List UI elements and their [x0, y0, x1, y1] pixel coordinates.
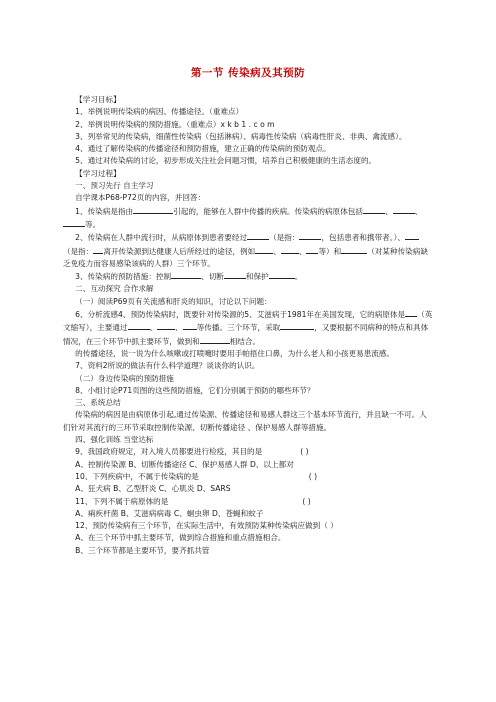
fill-blank[interactable] — [157, 321, 175, 330]
fill-blank[interactable] — [171, 270, 201, 279]
question-3: 3、传染病的预防措施：控制 、切断 和保护 。 — [75, 272, 303, 282]
page-title: 第一节 传染病及其预防 — [190, 67, 306, 79]
fill-blank[interactable] — [405, 231, 419, 240]
fill-blank[interactable] — [63, 218, 85, 227]
question-8: 8、小组讨论P71页图的这些预防措施，它们分别属于预防的哪些环节？ — [75, 385, 315, 395]
fill-blank[interactable] — [93, 245, 103, 254]
question-10: 10、下列疾病中，不属于传染病的是 ( ) — [75, 471, 318, 481]
fill-blank[interactable] — [393, 205, 415, 214]
fill-blank[interactable] — [224, 270, 246, 279]
fill-blank[interactable] — [200, 335, 230, 344]
subsection-heading: 一、预习先行 自主学习 — [75, 181, 154, 191]
fill-blank[interactable] — [128, 321, 150, 330]
paragraph-text: 的传播途径，说一说为什么咳嗽或打喷嚏时要用手帕捂住口鼻，为什么老人和小孩更易患流感。 — [75, 348, 395, 358]
answer-paren[interactable]: ( ) — [308, 471, 318, 481]
subsection-heading: （一）阅读P69页有关流感和肝炎的知识，讨论以下问题： — [75, 296, 272, 306]
fill-blank[interactable] — [299, 231, 321, 240]
goal-item: 5、通过对传染病的讨论，初步形成关注社会问题习惯，培养自己积极健康的生活态度的。 — [75, 156, 377, 166]
fill-blank[interactable] — [281, 245, 299, 254]
question-options: A、控制传染源 B、切断传播途径 C、保护易感人群 D、以上都对 — [75, 459, 294, 469]
fill-blank[interactable] — [280, 321, 314, 330]
fill-blank[interactable] — [341, 245, 367, 254]
subsection-heading: 三、系统总结 — [75, 398, 121, 408]
question-6: 6、分析流感4、预防传染病时，既要针对传染源的5、艾滋病于1981年在美国发现，它的病原体是 （英文缩写），主要通过 、 、 等传播。三个环节，采取 ，又要根据不同病种的特点和具体情况，在三个环节中抓主要环节，做到和 相结合。 — [63, 310, 433, 346]
answer-paren[interactable]: ( ) — [302, 496, 311, 506]
question-12: 12、预防传染病有三个环节，在实际生活中，有效预防某种传染病应做到（ ） — [75, 521, 338, 531]
fill-blank[interactable] — [247, 231, 269, 240]
question-option: A、在三个环节中抓主要环节，做到综合措施和重点措施相合。 — [75, 533, 286, 543]
summary-text: 传染病的病因是由病原体引起,通过传染源、传播途径和易感人群这三个基本环节流行，并且缺一不可。人们针对其流行的三环节采取控制传染源、切断传播途径 、保护易感人群等措施。 — [63, 410, 427, 432]
subsection-heading: 四、强化训练 当堂达标 — [75, 435, 154, 445]
goal-item: 1、举例说明传染病的病因、传播途径。（重难点） — [75, 107, 244, 117]
question-option: B、三个环节都是主要环节，要齐抓共管 — [75, 545, 210, 555]
question-7: 7、资料2所说的做法有什么科学道理？谈谈你的认识。 — [75, 361, 260, 371]
fill-blank[interactable] — [255, 245, 273, 254]
fill-blank[interactable] — [363, 205, 385, 214]
section-heading-process: 【学习过程】 — [75, 168, 121, 178]
question-options: A、狂犬病 B、乙型肝炎 C、心肌炎 D、SARS — [75, 484, 231, 494]
fill-blank[interactable] — [306, 245, 318, 254]
question-11: 11、下列不属于病原体的是 ( ) — [75, 496, 311, 506]
goal-item: 4、通过了解传染病的传播途径和预防措施，建立正确的传染病的预防观点。 — [75, 144, 331, 154]
question-9: 9、我国政府规定，对入境人员都要进行检疫，其目的是 ( ) — [75, 447, 309, 457]
goal-item: 2、举例说明传染病的预防措施。（重难点）x k b 1 . c o m — [75, 119, 275, 129]
fill-blank[interactable] — [269, 270, 295, 279]
question-2: 2、传染病在人群中流行时，从病原体到患者要经过 （是指： ，包括患者和携带者。）、（是指： 离开传染源到达健康人后所经过的途径，例如 、 、 等）和 （对某种传染病缺乏免疫力而容易感染该病的人群）三个环节。 — [63, 233, 428, 268]
document-body — [63, 94, 434, 557]
fill-blank[interactable] — [183, 321, 197, 330]
fill-blank[interactable] — [405, 308, 417, 317]
question-1: 1、传染病是指由 引起的，能够在人群中传播的疾病。传染病的病原体包括 、 、等。 — [63, 205, 434, 232]
answer-paren[interactable]: ( ) — [300, 447, 309, 457]
section-heading-goals: 【学习目标】 — [75, 95, 121, 104]
fill-blank[interactable] — [133, 205, 173, 214]
goal-item: 3、列举常见的传染病，细菌性传染病（包括淋病）、病毒性传染病（病毒性肝炎、非典、禽流感）。 — [75, 131, 407, 141]
question-options: A、痢疾杆菌 B、艾滋病病毒 C、蛔虫卵 D、苍蝇和蚊子 — [75, 508, 264, 518]
subsection-heading: （二）身边传染病的预防措施 — [75, 373, 174, 383]
instruction-text: 自学课本P68-P72页的内容，并回答： — [75, 193, 206, 203]
subsection-heading: 二、互动探究 合作求解 — [75, 284, 154, 294]
